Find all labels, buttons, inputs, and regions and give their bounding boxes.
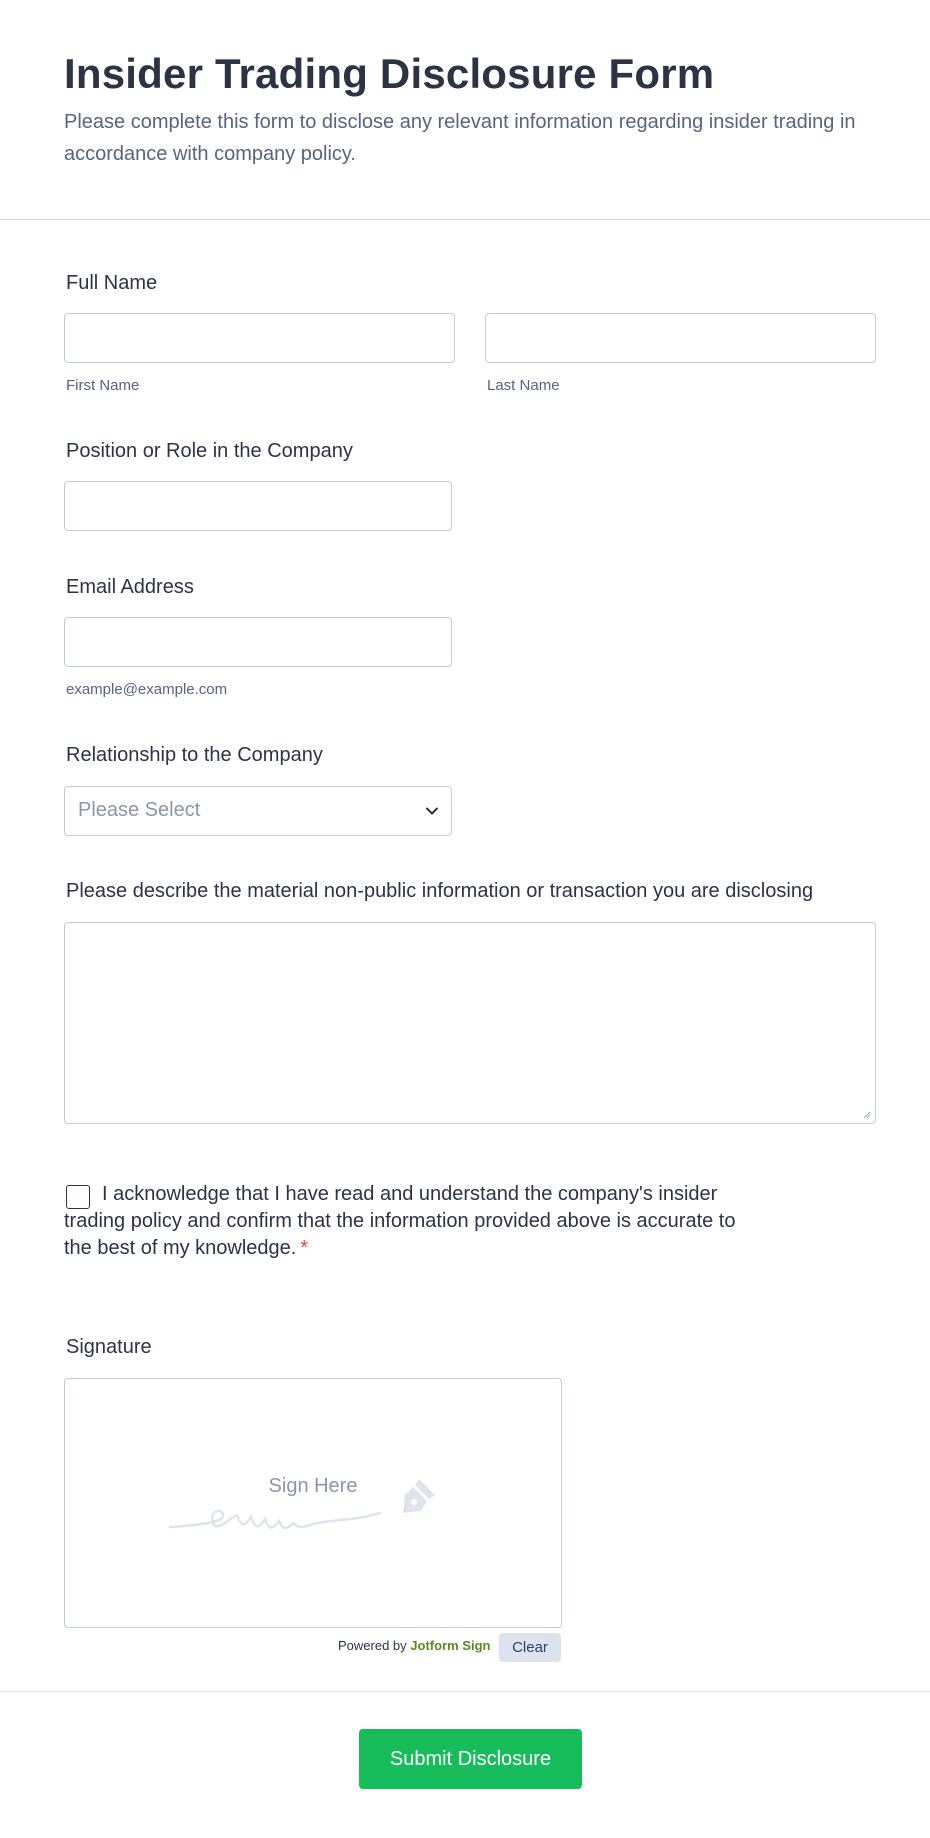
full-name-label: Full Name [66, 272, 158, 294]
first-name-input[interactable] [64, 313, 455, 363]
submit-button[interactable]: Submit Disclosure [359, 1729, 582, 1789]
required-marker: * [300, 1237, 309, 1259]
footer-divider [0, 1691, 930, 1692]
powered-by-text: Powered by [338, 1638, 407, 1653]
form-title: Insider Trading Disclosure Form [64, 50, 715, 97]
signature-label: Signature [66, 1336, 152, 1358]
form-description: Please complete this form to disclose any relevant information regarding insider trading in accordance with company policy. [64, 111, 856, 165]
last-name-input[interactable] [485, 313, 876, 363]
powered-by [338, 1638, 490, 1653]
resize-handle-icon[interactable] [861, 1109, 871, 1119]
email-label: Email Address [66, 576, 194, 598]
sign-here-text: Sign Here [268, 1475, 358, 1497]
first-name-sublabel: First Name [66, 377, 140, 394]
jotform-sign-link[interactable]: Jotform Sign [410, 1638, 491, 1653]
position-input[interactable] [64, 481, 452, 531]
email-sublabel: example@example.com [66, 681, 228, 698]
description-textarea[interactable] [64, 922, 876, 1124]
position-label: Position or Role in the Company [66, 440, 353, 462]
form-header [0, 0, 930, 220]
acknowledge-label [64, 1181, 764, 1262]
signature-pad[interactable] [64, 1378, 562, 1628]
description-label: Please describe the material non-public information or transaction you are disclosing [66, 880, 814, 902]
clear-signature-button[interactable]: Clear [499, 1633, 561, 1662]
email-input[interactable] [64, 617, 452, 667]
relationship-placeholder: Please Select [78, 799, 201, 821]
last-name-sublabel: Last Name [487, 377, 560, 394]
relationship-label: Relationship to the Company [66, 744, 323, 766]
acknowledge-text: I acknowledge that I have read and understand the company's insider trading policy and confirm that the information provided above is accurate to the best of my knowledge. [64, 1183, 736, 1259]
relationship-select[interactable] [64, 786, 452, 836]
chevron-down-icon [425, 804, 439, 818]
